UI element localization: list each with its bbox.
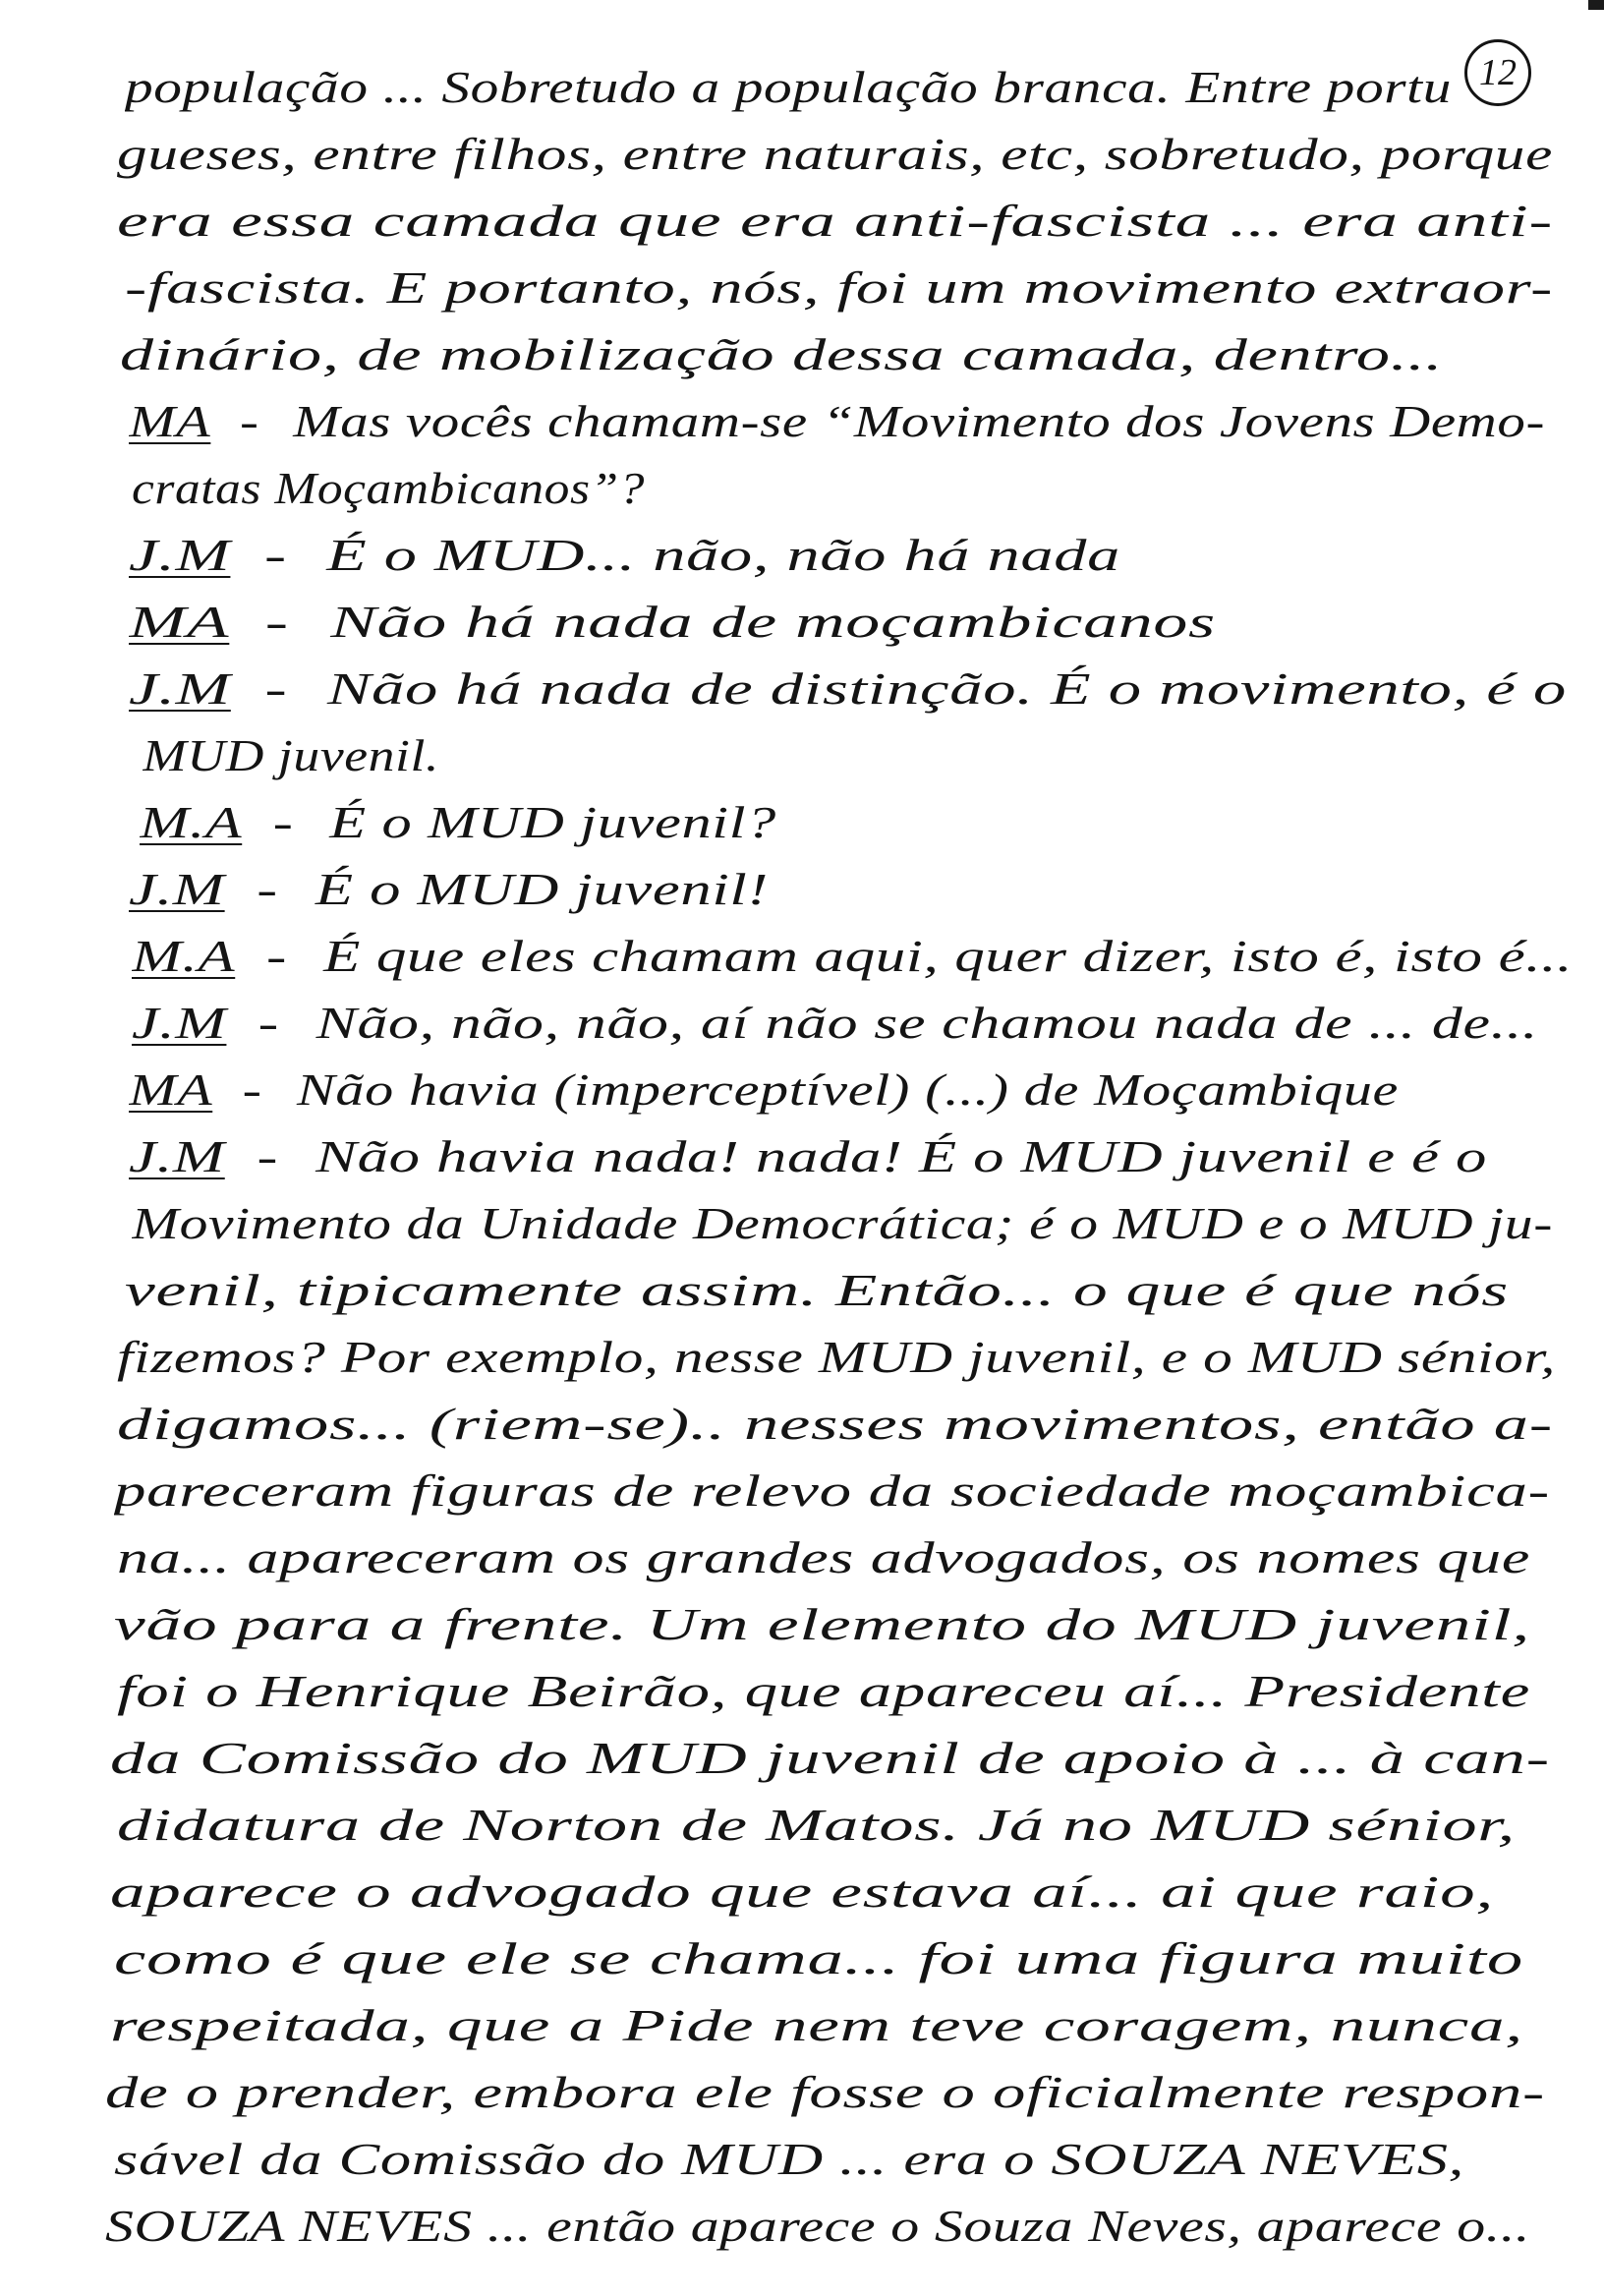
speaker-dash: - — [264, 530, 287, 580]
line-ink — [129, 1123, 1487, 1190]
line-text: gueses, entre filhos, entre naturais, etc, sobretudo, porque — [117, 129, 1553, 179]
transcript-line — [105, 2059, 1545, 2126]
line-text: MUD juvenil. — [143, 730, 439, 780]
line-text: como é que ele se chama... foi uma figura muito — [114, 1933, 1523, 1983]
transcript-line — [140, 789, 776, 856]
transcript-line — [114, 1925, 1523, 1992]
transcript-line — [129, 388, 1545, 455]
speaker-label: J.M — [129, 864, 225, 914]
transcript-line — [129, 1123, 1487, 1190]
page-number-circle: 12 — [1464, 39, 1531, 106]
transcript-line — [117, 121, 1553, 188]
speaker-dash: - — [264, 663, 288, 714]
speaker-label: J.M — [129, 663, 231, 714]
speaker-label: J.M — [129, 530, 231, 580]
speaker-dash: - — [258, 998, 279, 1048]
line-text: foi o Henrique Beirão, que apareceu aí... Presidente — [117, 1666, 1530, 1716]
transcript-line — [114, 1591, 1530, 1658]
speaker-label: MA — [129, 1064, 213, 1115]
line-text: Não havia nada! nada! É o MUD juvenil e é o — [315, 1131, 1487, 1181]
speaker-dash: - — [257, 864, 278, 914]
line-text: didatura de Norton de Matos. Já no MUD sénior, — [117, 1800, 1516, 1850]
transcript-line — [110, 1992, 1523, 2059]
line-text: É o MUD juvenil? — [329, 797, 776, 847]
line-ink — [129, 589, 1216, 656]
line-text: SOUZA NEVES ... então aparece o Souza Neves, aparece o... — [105, 2201, 1530, 2251]
line-text: É o MUD juvenil! — [315, 864, 769, 914]
line-text: Mas vocês chamam-se “Movimento dos Jovens Demo- — [293, 396, 1545, 446]
transcript-line — [125, 1257, 1509, 1324]
line-text: vão para a frente. Um elemento do MUD juvenil, — [114, 1599, 1530, 1649]
line-text: sável da Comissão do MUD ... era o SOUZA NEVES, — [114, 2134, 1464, 2184]
speaker-label: M.A — [132, 931, 236, 981]
transcript-line — [129, 856, 769, 923]
line-text: na... apareceram os grandes advogados, os nomes que — [117, 1532, 1530, 1582]
line-text: pareceram figuras de relevo da sociedade moçambica- — [114, 1465, 1550, 1516]
speaker-dash: - — [257, 1131, 279, 1181]
transcript-line — [129, 522, 1120, 589]
transcript-line — [117, 1792, 1516, 1859]
transcript-line — [114, 1458, 1550, 1524]
line-text: digamos... (riem-se).. nesses movimentos, então a- — [117, 1399, 1553, 1449]
transcript-line — [105, 2193, 1530, 2260]
line-text: dinário, de mobilização dessa camada, dentro... — [120, 329, 1443, 379]
line-text: -fascista. E portanto, nós, foi um movimento extraor- — [125, 262, 1553, 313]
line-ink — [140, 789, 776, 856]
transcript-line — [120, 321, 1443, 388]
transcript-line — [117, 1324, 1556, 1391]
transcript-line — [125, 54, 1452, 121]
transcript-line — [129, 589, 1216, 656]
line-ink — [129, 522, 1120, 589]
transcript-line — [132, 455, 645, 522]
scan-edge-mark — [1588, 0, 1604, 10]
line-text: Não, não, não, aí não se chamou nada de ... de... — [315, 998, 1538, 1048]
speaker-label: MA — [129, 396, 211, 446]
transcript-line — [117, 1391, 1553, 1458]
line-text: fizemos? Por exemplo, nesse MUD juvenil, e o MUD sénior, — [117, 1332, 1556, 1382]
speaker-dash: - — [240, 396, 259, 446]
transcript-line — [129, 656, 1567, 722]
transcript-line — [125, 255, 1553, 321]
speaker-dash: - — [242, 1064, 262, 1115]
speaker-label: J.M — [132, 998, 227, 1048]
speaker-label: MA — [129, 597, 230, 647]
speaker-dash: - — [272, 797, 294, 847]
transcript-line — [110, 1725, 1550, 1792]
transcript-line — [117, 1658, 1530, 1725]
line-text: Não havia (imperceptível) (...) de Moçambique — [296, 1064, 1399, 1115]
transcript-line — [129, 1057, 1399, 1123]
line-ink — [132, 990, 1538, 1057]
line-text: Movimento da Unidade Democrática; é o MUD e o MUD ju- — [132, 1198, 1553, 1248]
speaker-label: J.M — [129, 1131, 225, 1181]
transcript-line — [143, 722, 439, 789]
line-ink — [129, 388, 1545, 455]
transcript-line — [117, 1524, 1530, 1591]
line-ink — [129, 856, 769, 923]
transcript-line — [132, 990, 1538, 1057]
transcript-line — [110, 1859, 1494, 1925]
line-text: cratas Moçambicanos”? — [132, 463, 645, 513]
speaker-dash: - — [266, 931, 288, 981]
speaker-dash: - — [264, 597, 289, 647]
line-ink — [129, 1057, 1399, 1123]
line-text: de o prender, embora ele fosse o oficialmente respon- — [105, 2067, 1545, 2117]
line-text: respeitada, que a Pide nem teve coragem, nunca, — [110, 2000, 1523, 2050]
line-text: É que eles chamam aqui, quer dizer, isto é, isto é... — [323, 931, 1573, 981]
line-ink — [129, 656, 1567, 722]
line-text: Não há nada de distinção. É o movimento, é o — [326, 663, 1567, 714]
transcript-line — [132, 923, 1573, 990]
line-text: aparece o advogado que estava aí... ai que raio, — [110, 1866, 1494, 1917]
line-text: era essa camada que era anti-fascista ... era anti- — [117, 196, 1553, 246]
speaker-label: M.A — [140, 797, 243, 847]
line-text: da Comissão do MUD juvenil de apoio à ... à can- — [110, 1733, 1550, 1783]
transcript-line — [114, 2126, 1464, 2193]
transcript-line — [117, 188, 1553, 255]
line-text: Não há nada de moçambicanos — [330, 597, 1216, 647]
line-text: É o MUD... não, não há nada — [326, 530, 1120, 580]
transcript-line — [132, 1190, 1553, 1257]
line-ink — [132, 923, 1573, 990]
line-text: população ... Sobretudo a população branca. Entre portu — [125, 62, 1452, 112]
line-text: venil, tipicamente assim. Então... o que é que nós — [125, 1265, 1509, 1315]
